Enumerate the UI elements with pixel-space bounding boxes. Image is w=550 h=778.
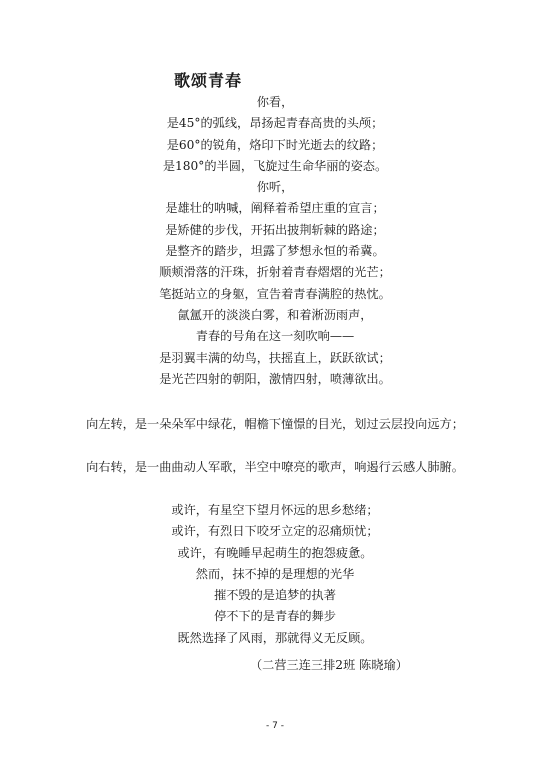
poem-line: 停不下的是青春的舞步 bbox=[214, 609, 336, 624]
poem-line: 青春的号角在这一刻吹响—— bbox=[195, 329, 355, 344]
poem-line: 或许，有烈日下咬牙立定的忍痛烦忧； bbox=[171, 524, 379, 539]
poem-line: 你看， bbox=[256, 95, 294, 109]
poem-title: 歌颂青春 bbox=[174, 71, 243, 90]
poem-line: 既然选择了风雨，那就得义无反顾。 bbox=[177, 630, 373, 645]
poem-line: 笔挺站立的身躯，宣告着青春满腔的热忱。 bbox=[159, 286, 391, 301]
poem-stanza-2 bbox=[0, 500, 550, 649]
poem-line: 是180°的半圆，飞旋过生命华丽的姿态。 bbox=[162, 158, 388, 173]
author-signature: （二营三连三排2班 陈晓瑜） bbox=[250, 658, 408, 672]
poem-line: 氤氲开的淡淡白雾，和着淅沥雨声， bbox=[177, 307, 373, 322]
poem-line: 或许，有星空下望月怀远的思乡愁绪； bbox=[171, 503, 379, 517]
poem-wide-line-right-turn: 向右转，是一曲曲动人军歌，半空中嘹亮的歌声，响遏行云感人肺腑。 bbox=[86, 460, 464, 474]
poem-line: 是羽翼丰满的幼鸟，扶摇直上，跃跃欲试； bbox=[159, 350, 391, 365]
poem-line: 然而，抹不掉的是理想的光华 bbox=[195, 566, 355, 581]
poem-line: 或许，有晚睡早起萌生的抱怨疲惫。 bbox=[177, 545, 373, 560]
poem-line: 是整齐的踏步，坦露了梦想永恒的希冀。 bbox=[165, 244, 385, 259]
poem-line: 是雄壮的呐喊，阐释着希望庄重的宣言； bbox=[165, 201, 385, 216]
poem-line: 顺颊滑落的汗珠，折射着青春熠熠的光芒； bbox=[159, 265, 391, 280]
poem-line: 是60°的锐角，烙印下时光逝去的纹路； bbox=[166, 137, 384, 152]
page-number: - 7 - bbox=[266, 721, 284, 731]
poem-line: 是矫健的步伐，开拓出披荆斩棘的路途； bbox=[165, 222, 385, 237]
poem-line: 是光芒四射的朝阳，激情四射，喷薄欲出。 bbox=[159, 371, 391, 386]
poem-line: 你听， bbox=[256, 180, 294, 195]
poem-line: 是45°的弧线，昂扬起青春高贵的头颅； bbox=[166, 116, 384, 131]
poem-wide-line-left-turn: 向左转，是一朵朵军中绿花，帽檐下憧憬的目光，划过云层投向远方； bbox=[86, 417, 464, 431]
poem-stanza-1 bbox=[0, 92, 550, 390]
poem-line: 摧不毁的是追梦的执著 bbox=[214, 588, 336, 603]
